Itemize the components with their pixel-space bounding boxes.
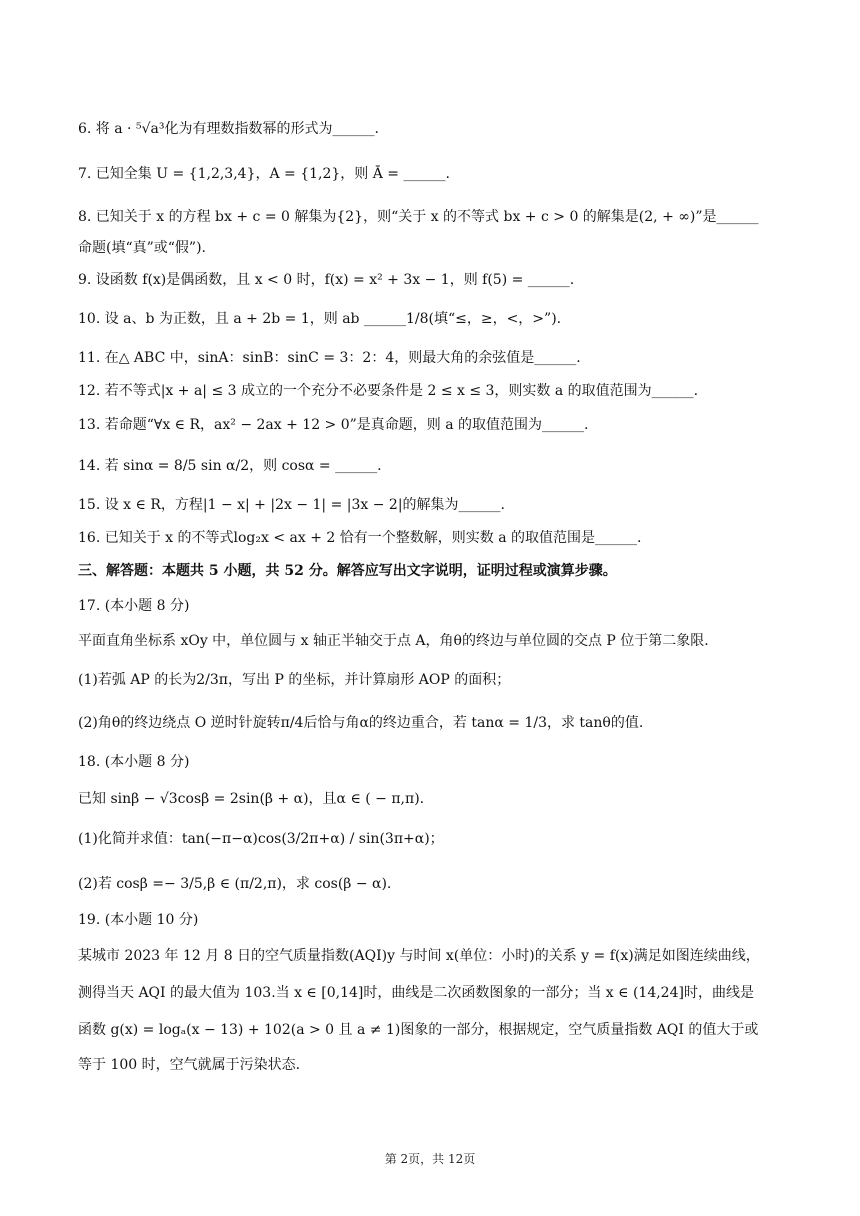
q12: 12. 若不等式|x + a| ≤ 3 成立的一个充分不必要条件是 2 ≤ x ≤ 3，则实数 a 的取值范围为______. xyxy=(78,383,699,399)
q17-part1: (1)若弧 AP 的长为2/3π，写出 P 的坐标，并计算扇形 AOP 的面积； xyxy=(78,672,511,688)
q19-title: 19. (本小题 10 分) xyxy=(78,912,199,928)
q19-stem-2: 测得当天 AQI 的最大值为 103.当 x ∈ [0,14]时，曲线是二次函数图象的一部分；当 x ∈ (14,24]时，曲线是 xyxy=(78,985,754,1001)
page-footer: 第 2页，共 12页 xyxy=(384,1152,476,1166)
q8-line1: 8. 已知关于 x 的方程 bx + c = 0 解集为{2}，则“关于 x 的不等式 bx + c > 0 的解集是(2, + ∞)”是______ xyxy=(78,209,759,225)
q19-stem-3: 函数 g(x) = logₐ(x − 13) + 102(a > 0 且 a ≠ 1)图象的一部分，根据规定，空气质量指数 AQI 的值大于或 xyxy=(78,1022,759,1038)
q18-stem: 已知 sinβ − √3cosβ = 2sin(β + α)，且α ∈ ( − π,π). xyxy=(78,791,425,807)
q18-part2: (2)若 cosβ =− 3/5,β ∈ (π/2,π)，求 cos(β − α). xyxy=(78,876,392,892)
q14: 14. 若 sinα = 8/5 sin α/2，则 cosα = ______. xyxy=(78,458,382,474)
section-3-heading: 三、解答题：本题共 5 小题，共 52 分。解答应写出文字说明，证明过程或演算步骤。 xyxy=(78,563,617,579)
q17-title: 17. (本小题 8 分) xyxy=(78,598,190,614)
q7: 7. 已知全集 U = {1,2,3,4}，A = {1,2}，则 Ā = ______. xyxy=(78,166,450,182)
q18-part1: (1)化简并求值：tan(−π−α)cos(3/2π+α) / sin(3π+α)； xyxy=(78,831,444,847)
q17-part2: (2)角θ的终边绕点 O 逆时针旋转π/4后恰与角α的终边重合，若 tanα = 1/3，求 tanθ的值. xyxy=(78,715,644,731)
q6: 6. 将 a · ⁵√a³化为有理数指数幂的形式为______. xyxy=(78,121,379,137)
q16: 16. 已知关于 x 的不等式log₂x < ax + 2 恰有一个整数解，则实数 a 的取值范围是______. xyxy=(78,530,642,546)
q11: 11. 在△ ABC 中，sinA：sinB：sinC = 3：2：4，则最大角的余弦值是______. xyxy=(78,350,581,366)
q17-stem: 平面直角坐标系 xOy 中，单位圆与 x 轴正半轴交于点 A，角θ的终边与单位圆的交点 P 位于第二象限. xyxy=(78,633,709,649)
q18-title: 18. (本小题 8 分) xyxy=(78,754,190,770)
q10: 10. 设 a、b 为正数，且 a + 2b = 1，则 ab ______1/8(填“≤，≥，<，>”). xyxy=(78,311,562,327)
q15: 15. 设 x ∈ R，方程|1 − x| + |2x − 1| = |3x − 2|的解集为______. xyxy=(78,497,505,513)
q9: 9. 设函数 f(x)是偶函数，且 x < 0 时，f(x) = x² + 3x − 1，则 f(5) = ______. xyxy=(78,272,575,288)
q19-stem-4: 等于 100 时，空气就属于污染状态. xyxy=(78,1057,301,1073)
q19-stem-1: 某城市 2023 年 12 月 8 日的空气质量指数(AQI)y 与时间 x(单位：小时)的关系 y = f(x)满足如图连续曲线， xyxy=(78,948,760,964)
q8-line2: 命题(填“真”或“假”). xyxy=(78,240,207,256)
q13: 13. 若命题“∀x ∈ R，ax² − 2ax + 12 > 0”是真命题，则 a 的取值范围为______. xyxy=(78,417,589,433)
